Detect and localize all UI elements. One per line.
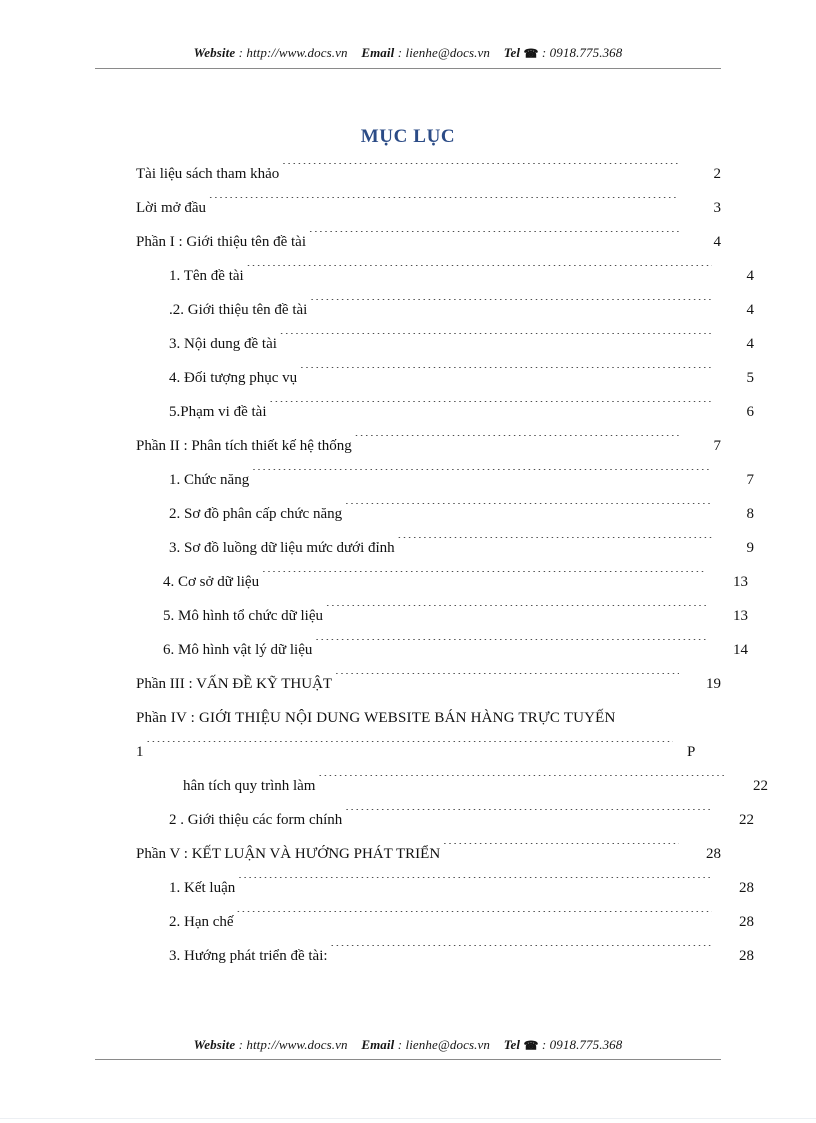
toc-entry[interactable] — [136, 191, 721, 225]
footer-tel-value: : 0918.775.368 — [541, 1037, 623, 1052]
toc-page-number: 28 — [739, 914, 754, 930]
toc-page-number: 5 — [746, 370, 754, 386]
toc-entry-label: 4. Đối tượng phục vụ — [169, 370, 298, 386]
toc-entry[interactable] — [136, 701, 721, 735]
toc-leader-dots — [262, 571, 706, 586]
toc-page-number: 4 — [746, 268, 754, 284]
toc-page-number: P — [687, 744, 696, 760]
toc-entry-label: Tài liệu sách tham khảo — [136, 166, 280, 182]
toc-entry-label: Phần I : Giới thiệu tên đề tài — [136, 234, 306, 250]
toc-leader-dots — [326, 605, 706, 620]
toc-entry[interactable] — [169, 803, 754, 837]
toc-leader-dots — [209, 197, 679, 212]
toc-page-number: 8 — [746, 506, 754, 522]
toc-entry[interactable] — [136, 225, 721, 259]
footer-website-value: : http://www.docs.vn — [238, 1037, 348, 1052]
toc-leader-dots — [443, 843, 679, 858]
toc-entry[interactable] — [163, 599, 748, 633]
toc-page-number: 2 — [713, 166, 721, 182]
toc-entry[interactable] — [163, 565, 748, 599]
toc-entry[interactable] — [169, 327, 754, 361]
header-tel-value: : 0918.775.368 — [541, 45, 623, 60]
toc-page-number: 13 — [733, 574, 748, 590]
toc-entry-label: 1. Chức năng — [169, 472, 250, 488]
toc-page-number: 7 — [746, 472, 754, 488]
toc-entry-label: 1. Kết luận — [169, 880, 236, 896]
toc-page-number: 28 — [739, 880, 754, 896]
header-email-value: : lienhe@docs.vn — [397, 45, 490, 60]
toc-page-number: 28 — [739, 948, 754, 964]
toc-entry-label: 3. Sơ đồ luồng dữ liệu mức dưới đỉnh — [169, 540, 395, 556]
toc-leader-dots — [345, 809, 712, 824]
toc-entry[interactable] — [136, 837, 721, 871]
toc-leader-dots — [252, 469, 712, 484]
header-website-value: : http://www.docs.vn — [238, 45, 348, 60]
toc-entry[interactable] — [169, 939, 754, 973]
header-website-label: Website — [193, 45, 236, 60]
footer-email-value: : lienhe@docs.vn — [397, 1037, 490, 1052]
page-footer — [95, 1037, 721, 1053]
toc-leader-dots — [345, 503, 712, 518]
toc-page-number: 9 — [746, 540, 754, 556]
toc-entry-label: 6. Mô hình vật lý dữ liệu — [163, 642, 313, 658]
toc-page-number: 19 — [706, 676, 721, 692]
toc-leader-dots — [247, 265, 712, 280]
toc-page-number: 3 — [713, 200, 721, 216]
toc-entry[interactable] — [169, 871, 754, 905]
toc-entry[interactable] — [169, 463, 754, 497]
toc-page-number: 4 — [713, 234, 721, 250]
toc-leader-dots — [270, 401, 713, 416]
toc-leader-dots — [147, 741, 674, 756]
toc-entry[interactable] — [169, 531, 754, 565]
footer-divider — [95, 1059, 721, 1060]
table-of-contents — [136, 157, 768, 973]
toc-leader-dots — [355, 435, 679, 450]
toc-leader-dots — [237, 911, 712, 926]
header-tel-label: Tel — [503, 45, 521, 60]
footer-website-label: Website — [193, 1037, 236, 1052]
page-edge-line — [0, 1118, 816, 1119]
page-title: MỤC LỤC — [360, 126, 456, 147]
toc-entry-label: 1. Tên đề tài — [169, 268, 244, 284]
toc-leader-dots — [309, 231, 679, 246]
toc-entry[interactable] — [169, 259, 754, 293]
telephone-icon: ☎ — [523, 46, 539, 61]
toc-entry-label: .2. Giới thiệu tên đề tài — [169, 302, 308, 318]
toc-page-number: 14 — [733, 642, 748, 658]
toc-entry[interactable] — [136, 157, 721, 191]
toc-page-number: 6 — [746, 404, 754, 420]
header-email-label: Email — [361, 45, 395, 60]
toc-entry-label: Lời mở đầu — [136, 200, 207, 216]
toc-leader-dots — [282, 163, 679, 178]
toc-page-number: 7 — [713, 438, 721, 454]
toc-entry-label: hân tích quy trình làm — [183, 778, 316, 794]
toc-entry-label: Phần II : Phân tích thiết kế hệ thống — [136, 438, 352, 454]
toc-entry[interactable] — [169, 395, 754, 429]
footer-tel-label: Tel — [503, 1037, 521, 1052]
toc-leader-dots — [331, 945, 712, 960]
toc-leader-dots — [335, 673, 679, 688]
toc-entry-label: 2. Sơ đồ phân cấp chức năng — [169, 506, 343, 522]
page-header — [95, 45, 721, 61]
toc-entry-label: Phần V : KẾT LUẬN VÀ HƯỚNG PHÁT TRIỂN — [136, 846, 441, 862]
toc-page-number: 28 — [706, 846, 721, 862]
footer-email-label: Email — [361, 1037, 395, 1052]
toc-entry[interactable] — [169, 905, 754, 939]
header-divider — [95, 68, 721, 69]
toc-leader-dots — [318, 775, 726, 790]
toc-entry-label: 2 . Giới thiệu các form chính — [169, 812, 343, 828]
toc-entry[interactable] — [136, 667, 721, 701]
toc-entry[interactable] — [136, 735, 721, 769]
toc-entry-label: 3. Hướng phát triển đề tài: — [169, 948, 328, 964]
toc-entry-label: 4. Cơ sở dữ liệu — [163, 574, 260, 590]
toc-entry[interactable] — [169, 497, 754, 531]
toc-entry-label: 5. Mô hình tổ chức dữ liệu — [163, 608, 323, 624]
toc-entry-label: 5.Phạm vi đề tài — [169, 404, 267, 420]
toc-entry[interactable] — [169, 293, 754, 327]
toc-leader-dots — [280, 333, 712, 348]
toc-entry[interactable] — [163, 633, 748, 667]
toc-entry-label: 1 — [136, 744, 144, 760]
telephone-icon: ☎ — [523, 1038, 539, 1053]
toc-entry-label: Phần IV : GIỚI THIỆU NỘI DUNG WEBSITE BÁN HÀNG TRỰC TUYẾN — [136, 710, 616, 726]
toc-leader-dots — [238, 877, 712, 892]
toc-entry-label: Phần III : VẤN ĐỀ KỸ THUẬT — [136, 676, 333, 692]
toc-leader-dots — [300, 367, 712, 382]
toc-page-number: 4 — [746, 336, 754, 352]
toc-entry[interactable] — [183, 769, 768, 803]
toc-leader-dots — [315, 639, 706, 654]
toc-page-number: 22 — [739, 812, 754, 828]
toc-entry-label: 2. Hạn chế — [169, 914, 234, 930]
toc-page-number: 22 — [753, 778, 768, 794]
toc-page-number: 13 — [733, 608, 748, 624]
toc-leader-dots — [398, 537, 712, 552]
toc-entry-label: 3. Nội dung đề tài — [169, 336, 277, 352]
toc-page-number: 4 — [746, 302, 754, 318]
toc-leader-dots — [310, 299, 712, 314]
toc-entry[interactable] — [169, 361, 754, 395]
toc-entry[interactable] — [136, 429, 721, 463]
